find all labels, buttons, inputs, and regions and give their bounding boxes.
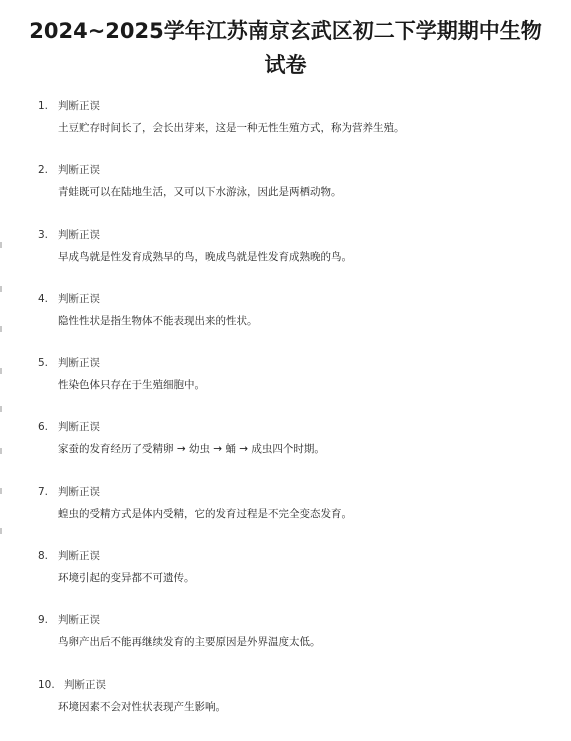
question-type: 判断正误 — [58, 485, 100, 498]
document-title — [20, 14, 551, 82]
question-item — [0, 162, 571, 226]
question-type: 判断正误 — [58, 614, 100, 627]
question-text: 鸟卵产出后不能再继续发育的主要原因是外界温度太低。 — [58, 636, 321, 649]
question-header — [38, 677, 106, 693]
question-item — [0, 227, 571, 291]
question-text: 蝗虫的受精方式是体内受精，它的发育过程是不完全变态发育。 — [58, 507, 352, 520]
question-item — [0, 355, 571, 419]
question-item — [0, 548, 571, 612]
question-text: 环境因素不会对性状表现产生影响。 — [58, 700, 226, 713]
question-item — [0, 98, 571, 162]
question-number: 1. — [38, 100, 49, 112]
question-number: 10. — [38, 678, 55, 691]
question-text: 隐性性状是指生物体不能表现出来的性状。 — [58, 314, 258, 327]
question-number: 6. — [38, 421, 49, 434]
question-header — [38, 548, 100, 564]
question-item — [0, 484, 571, 548]
question-text: 环境引起的变异都不可遗传。 — [58, 572, 195, 585]
question-text: 青蛙既可以在陆地生活，又可以下水游泳，因此是两栖动物。 — [58, 186, 342, 199]
question-header — [38, 227, 100, 243]
question-item — [0, 291, 571, 355]
question-number: 2. — [38, 164, 49, 177]
question-item — [0, 677, 571, 741]
question-header — [38, 484, 100, 500]
question-number: 9. — [38, 614, 49, 627]
question-header — [38, 162, 100, 178]
question-text: 土豆贮存时间长了，会长出芽来，这是一种无性生殖方式，称为营养生殖。 — [58, 122, 405, 134]
question-text: 家蚕的发育经历了受精卵 → 幼虫 → 蛹 → 成虫四个时期。 — [58, 443, 325, 456]
question-list — [0, 98, 571, 741]
question-header — [38, 291, 100, 307]
question-header — [38, 419, 100, 435]
question-type: 判断正误 — [64, 678, 106, 691]
question-header — [38, 98, 100, 114]
question-number: 5. — [38, 357, 49, 370]
question-type: 判断正误 — [58, 357, 100, 370]
question-number: 3. — [38, 228, 49, 241]
question-item — [0, 612, 571, 676]
question-text: 早成鸟就是性发育成熟早的鸟，晚成鸟就是性发育成熟晚的鸟。 — [58, 250, 352, 263]
title-line-2: 试卷 — [264, 53, 307, 77]
question-type: 判断正误 — [58, 100, 100, 112]
question-number: 8. — [38, 550, 49, 563]
title-line-1: 2024~2025学年江苏南京玄武区初二下学期期中生物 — [29, 19, 542, 43]
question-number: 7. — [38, 485, 49, 498]
question-type: 判断正误 — [58, 164, 100, 177]
question-type: 判断正误 — [58, 292, 100, 305]
question-text: 性染色体只存在于生殖细胞中。 — [58, 379, 205, 392]
question-type: 判断正误 — [58, 228, 100, 241]
question-header — [38, 612, 100, 628]
question-type: 判断正误 — [58, 421, 100, 434]
question-type: 判断正误 — [58, 550, 100, 563]
question-item — [0, 419, 571, 483]
question-number: 4. — [38, 292, 49, 305]
question-header — [38, 355, 100, 371]
